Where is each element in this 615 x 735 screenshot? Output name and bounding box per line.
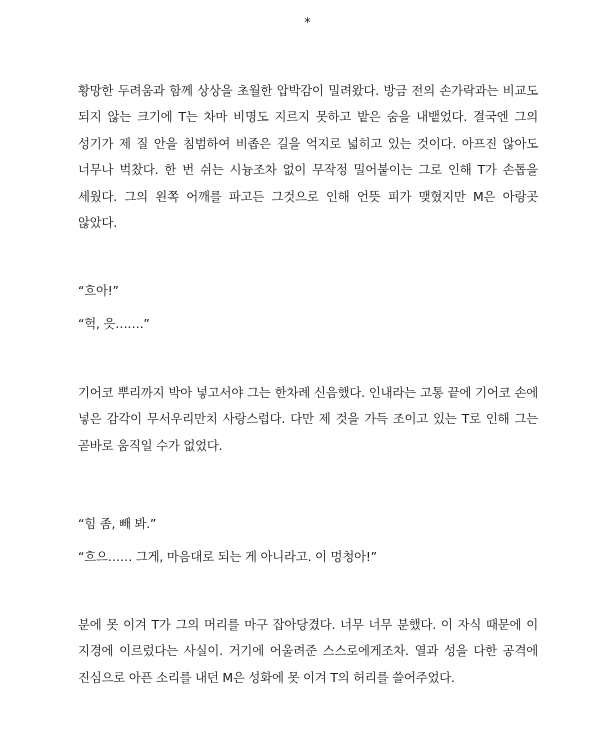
paragraph-3: 분에 못 이겨 T가 그의 머리를 마구 잡아당겼다. 너무 너무 분했다. 이 자식 때문에 이 지경에 이르렀다는 사실이. 거기에 어울려준 스스로에게조차. 열과 성을 다한 공격에 진심으로 아픈 소리를 내던 M은 성화에 못 이겨 T의 허리를 쓸어주었다.	[78, 617, 538, 685]
dialogue-line-3: “힘 좀, 빼 봐.”	[78, 516, 157, 531]
scene-separator: *	[304, 16, 311, 31]
dialogue-line-4: “흐으…… 그게, 마음대로 되는 게 아니라고. 이 멍청아!”	[78, 549, 377, 564]
paragraph-1: 황망한 두려움과 함께 상상을 초월한 압박감이 밀려왔다. 방금 전의 손가락과는 비교도 되지 않는 크기에 T는 차마 비명도 지르지 못하고 밭은 숨을 내뱉었다. 결국엔 그의 성기가 제 질 안을 침범하여 비좁은 길을 억지로 넓히고 있는 것이다. 아프진 않아도 너무나 벅찼다. 한 번 쉬는 시늉조차 없이 무작정 밀어붙이는 그로 인해 T가 손톱을 세웠다. 그의 왼쪽 어깨를 파고든 그것으로 인해 언뜻 피가 맺혔지만 M은 아랑곳 않았다.	[78, 83, 538, 231]
paragraph-2: 기어코 뿌리까지 박아 넣고서야 그는 한차례 신음했다. 인내라는 고통 끝에 기어코 손에 넣은 감각이 무서우리만치 사랑스럽다. 다만 제 것을 가득 조이고 있는 T로 인해 그는 곧바로 움직일 수가 없었다.	[78, 385, 538, 453]
dialogue-line-1: “흐아!”	[78, 283, 119, 298]
dialogue-line-2: “헉, 읏…….”	[78, 316, 150, 331]
